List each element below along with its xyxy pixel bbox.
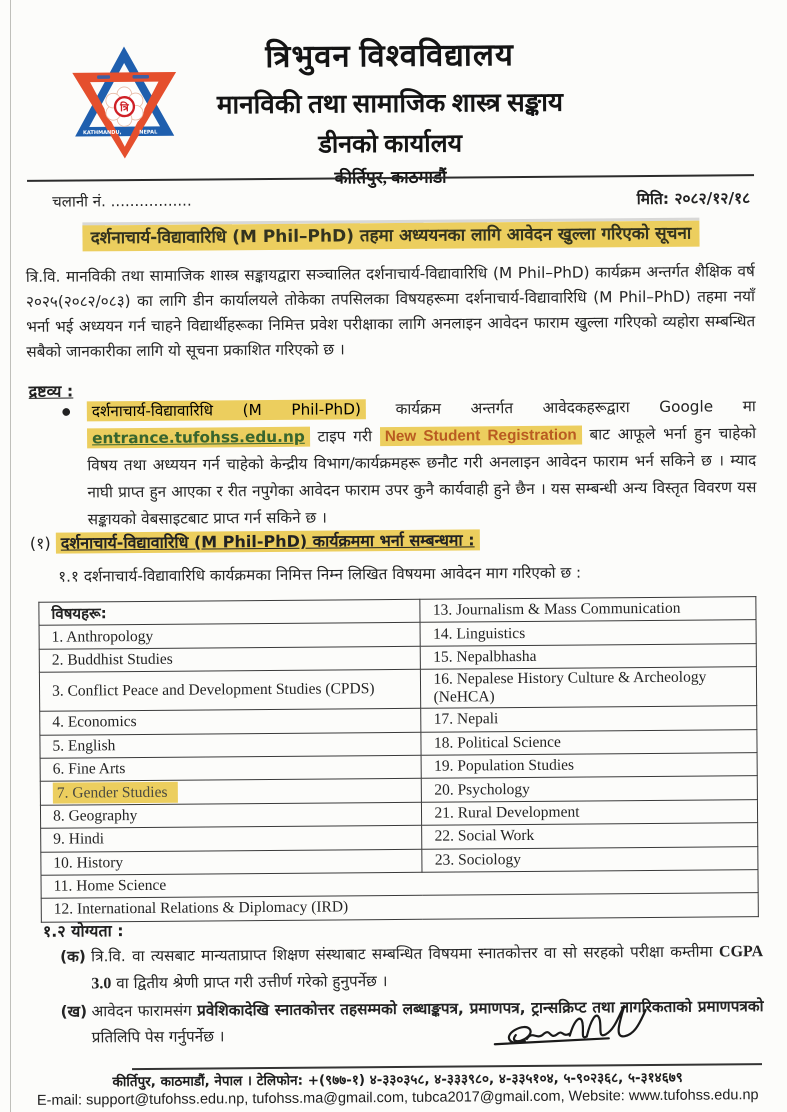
note-bullet-text [87,393,757,533]
item-kha-label: (ख) [60,1002,88,1021]
table-row [39,667,756,712]
item-ka-label: (क) [60,947,86,966]
item-ka-text-pre: त्रि.वि. वा त्यसबाट मान्यताप्राप्त शिक्षण संस्थाबाट सम्बन्धित विषयमा स्नातकोत्तर वा सो सरहको परीक्षा कम्तीमा [91,942,720,966]
subject-cell: 17. Nepali [421,706,757,732]
note-label: द्रष्टव्य : [28,381,74,401]
note-text-3: बाट आफूले भर्ना हुन चाहेको विषय तथा अध्ययन गर्न चाहेको केन्द्रीय विभाग/कार्यक्रमहरू छनौट गरी अनलाइन आवेदन फाराम भर्न सकिने छ । म्याद नाघी प्राप्त हुन आएका र रीत नपुगेका आवेदन फाराम उपर कुनै कार्यवाही हुने छैन । यस सम्बन्धी अन्य विस्तृत विवरण यस सङ्कायको वेबसाइटबाट प्राप्त गर्न सकिने छ । [87,424,757,529]
subject-cell: 9. Hindi [41,825,423,851]
subject-cell: 12. International Relations & Diplomacy (IRD) [41,893,758,922]
qualification-item-ka [3,938,763,998]
emblem-center-glyph: त्रि [120,101,129,115]
notice-title [0,220,785,249]
subject-cell: 10. History [41,849,423,875]
bullet-icon: ● [61,406,71,418]
subject-cell: 6. Fine Arts [40,755,422,781]
entrance-url: entrance.tufohss.edu.np [87,427,310,449]
date-label: मिति: २०८२/१२/१८ [636,189,751,209]
item-ka-text-post: वा द्वितीय श्रेणी प्राप्त गरी उत्तीर्ण गरेको हुनुपर्नेछ । [111,972,388,993]
subject-cell: 3. Conflict Peace and Development Studies (CPDS) [39,669,421,711]
subject-cell: 2. Buddhist Studies [39,646,421,672]
table-row [41,893,758,922]
subjects-table [38,596,758,922]
item-kha-text-bold: प्रवेशिकादेखि स्नातकोत्तर तहसम्मको लब्धाङ्कपत्र, प्रमाणपत्र, ट्रान्सक्रिप्ट तथा नागरिकताको प्रमाणपत्रको [197,997,764,1020]
subject-cell: 23. Sociology [422,846,758,872]
emblem-nepal-label: NEPAL [139,129,158,136]
letterhead [0,31,784,191]
subjects-header-cell: विषयहरू: [39,599,421,625]
section-1-number: (१) [29,533,56,553]
footer-email: E-mail: support@tufohss.edu.np, tufohss.ma@gmail.com, tubca2017@gmail.com, Website: www.tufohss.edu.np [36,1087,759,1109]
dispatch-number-label: चलानी नं. ................. [52,191,192,211]
subject-cell: 21. Rural Development [422,799,758,825]
section-1-heading [30,528,480,554]
subject-cell: 14. Linguistics [420,620,756,646]
office-name: डीनको कार्यालय [318,130,463,159]
note-text-2: टाइप गरी [309,427,380,446]
subject-cell: 16. Nepalese History Culture & Archeology (NeHCA) [421,667,757,709]
subject-cell: 15. Nepalbhasha [421,643,757,669]
meta-row [52,186,750,213]
subject-cell-gender-studies [40,779,422,805]
section-1-heading-text: दर्शनाचार्य-विद्यावारिधि (M Phil-PhD) कार्यक्रममा भर्ना सम्बन्धमा : [56,529,480,553]
footer-address: कीर्तिपुर, काठमाडौं, नेपाल । टेलिफोन: +(९७७-१) ४-३३०३५८, ४-३३३९८०, ४-३३५१०४, ५-९०२३६८, ५-३१४६७९ [112,1069,683,1091]
subject-cell: 1. Anthropology [39,623,421,649]
subject-cell: 11. Home Science [41,870,758,899]
subject-cell: 19. Population Studies [422,753,758,779]
notice-title-text: दर्शनाचार्य-विद्यावारिधि (M Phil–PhD) तहमा अध्ययनका लागि आवेदन खुल्ला गरिएको सूचना [83,221,700,252]
note-text-1: कार्यक्रम अन्तर्गत आवेदकहरूद्वारा Google मा [365,397,756,419]
program-name-highlight: दर्शनाचार्य-विद्यावारिधि (M Phil-PhD) [87,399,366,421]
emblem-kathmandu-label: KATHMANDU, [82,129,122,137]
signature-icon [490,998,662,1061]
section-1-1-subheading: १.१ दर्शनाचार्य-विद्यावारिधि कार्यक्रमका निमित्त निम्न लिखित विषयमा आवेदन माग गरिएको छ : [58,563,582,586]
faculty-name: मानविकी तथा सामाजिक शास्त्र सङ्काय [216,87,564,120]
subject-cell: 20. Psychology [422,776,758,802]
intro-paragraph: त्रि.वि. मानविकी तथा सामाजिक शास्त्र सङ्कायद्वारा सञ्चालित दर्शनाचार्य-विद्यावारिधि (M Phil–PhD) कार्यक्रम अन्तर्गत शैक्षिक वर्ष २०२५(२०८२/०८३) का लागि डीन कार्यालयले तोकेका तपसिलका विषयहरूमा दर्शनाचार्य-विद्यावारिधि (M Phil–PhD) तहमा नयाँ भर्ना भई अध्ययन गर्न चाहने विद्यार्थीहरूका निमित्त प्रवेश परीक्षाका लागि अनलाइन आवेदन फाराम खुल्ला गरिएको व्यहोरा सम्बन्धित सबैको जानकारीका लागि यो सूचना प्रकाशित गरिएको छ । [25,262,756,361]
subject-cell: 18. Political Science [421,729,757,755]
new-student-registration-label: New Student Registration [380,426,582,447]
subject-cell: 8. Geography [40,802,422,828]
section-1-2-heading: १.२ योग्यता : [42,921,124,941]
subject-cell: 5. English [40,732,422,758]
item-kha-text-post: प्रतिलिपि पेस गर्नुपर्नेछ । [91,1027,225,1047]
subject-cell: 22. Social Work [422,823,758,849]
university-name: त्रिभुवन विश्वविद्यालय [265,37,515,74]
item-kha-text-pre: आवेदन फारामसंग [91,1001,198,1021]
cgpa-requirement: CGPA 3.0 [91,943,764,993]
gender-studies-highlight: 7. Gender Studies [53,781,178,803]
subject-cell: 4. Economics [40,708,422,734]
subject-cell: 13. Journalism & Mass Communication [420,597,756,623]
